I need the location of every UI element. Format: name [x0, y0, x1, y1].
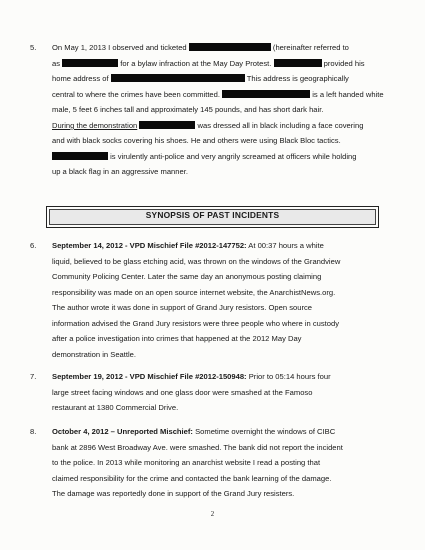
text-line: October 4, 2012 – Unreported Mischief: Sometime overnight the windows of CIBC — [52, 427, 336, 436]
text-line: restaurant at 1380 Commercial Drive. — [52, 403, 179, 412]
incident-heading: September 14, 2012 - VPD Mischief File #2012-147752: — [52, 241, 247, 250]
incident-heading: October 4, 2012 – Unreported Mischief: — [52, 427, 193, 436]
text-line: During the demonstration was dressed all in black including a face covering — [52, 121, 364, 130]
redaction-bar — [52, 152, 108, 160]
paragraph-number: 8. — [30, 427, 37, 436]
text-line: responsibility was made on an open source internet website, the AnarchistNews.org. — [52, 288, 336, 297]
text-line: The damage was reportedly done in support of the Grand Jury resisters. — [52, 489, 295, 498]
text-line: central to where the crimes have been committed. is a left handed white — [52, 90, 384, 99]
text-line: demonstration in Seattle. — [52, 350, 137, 359]
text-line: to the police. In 2013 while monitoring an anarchist website I read a posting that — [52, 458, 321, 467]
redaction-bar — [189, 43, 271, 51]
text-line: information advised the Grand Jury resistors were three people who where in custody — [52, 319, 340, 328]
text-line: and with black socks covering his shoes. He and others were using Black Bloc tactics. — [52, 136, 341, 145]
incident-heading: September 19, 2012 - VPD Mischief File #2012-150948: — [52, 372, 247, 381]
text-line: liquid, believed to be glass etching acid, was thrown on the windows of the Grandview — [52, 257, 341, 266]
text-line: home address of This address is geographically — [52, 74, 349, 83]
redaction-bar — [139, 121, 195, 129]
redaction-bar — [62, 59, 118, 67]
section-title: SYNOPSIS OF PAST INCIDENTS — [145, 210, 280, 220]
text-line: September 14, 2012 - VPD Mischief File #2012-147752: At 00:37 hours a white — [52, 241, 324, 250]
text-line: up a black flag in an aggressive manner. — [52, 167, 188, 176]
text-line: The author wrote it was done in support of Grand Jury resistors. Open source — [52, 303, 313, 312]
text-line: after a police investigation into crimes that happened at the 2012 May Day — [52, 334, 302, 343]
text-line: bank at 2896 West Broadway Ave. were smashed. The bank did not report the incident — [52, 443, 343, 452]
text-line: claimed responsibility for the crime and contacted the bank learning of the damage. — [52, 474, 332, 483]
section-header-box — [46, 206, 379, 228]
text-line: September 19, 2012 - VPD Mischief File #2012-150948: Prior to 05:14 hours four — [52, 372, 331, 381]
paragraph-number: 7. — [30, 372, 37, 381]
text-line: Community Policing Center. Later the same day an anonymous posting claiming — [52, 272, 322, 281]
paragraph-number: 6. — [30, 241, 37, 250]
text-line: large street facing windows and one glass door were smashed at the Famoso — [52, 388, 313, 397]
text-line: On May 1, 2013 I observed and ticketed (hereinafter referred to — [52, 43, 349, 52]
page-number: 2 — [210, 511, 215, 518]
text-line: is virulently anti-police and very angrily screamed at officers while holding — [52, 152, 356, 161]
text-line: as for a bylaw infraction at the May Day Protest. provided his — [52, 59, 365, 68]
text-line: male, 5 feet 6 inches tall and approximately 145 pounds, and has short dark hair. — [52, 105, 324, 114]
redaction-bar — [111, 74, 245, 82]
redaction-bar — [222, 90, 310, 98]
redaction-bar — [274, 59, 322, 67]
paragraph-number: 5. — [30, 43, 37, 52]
